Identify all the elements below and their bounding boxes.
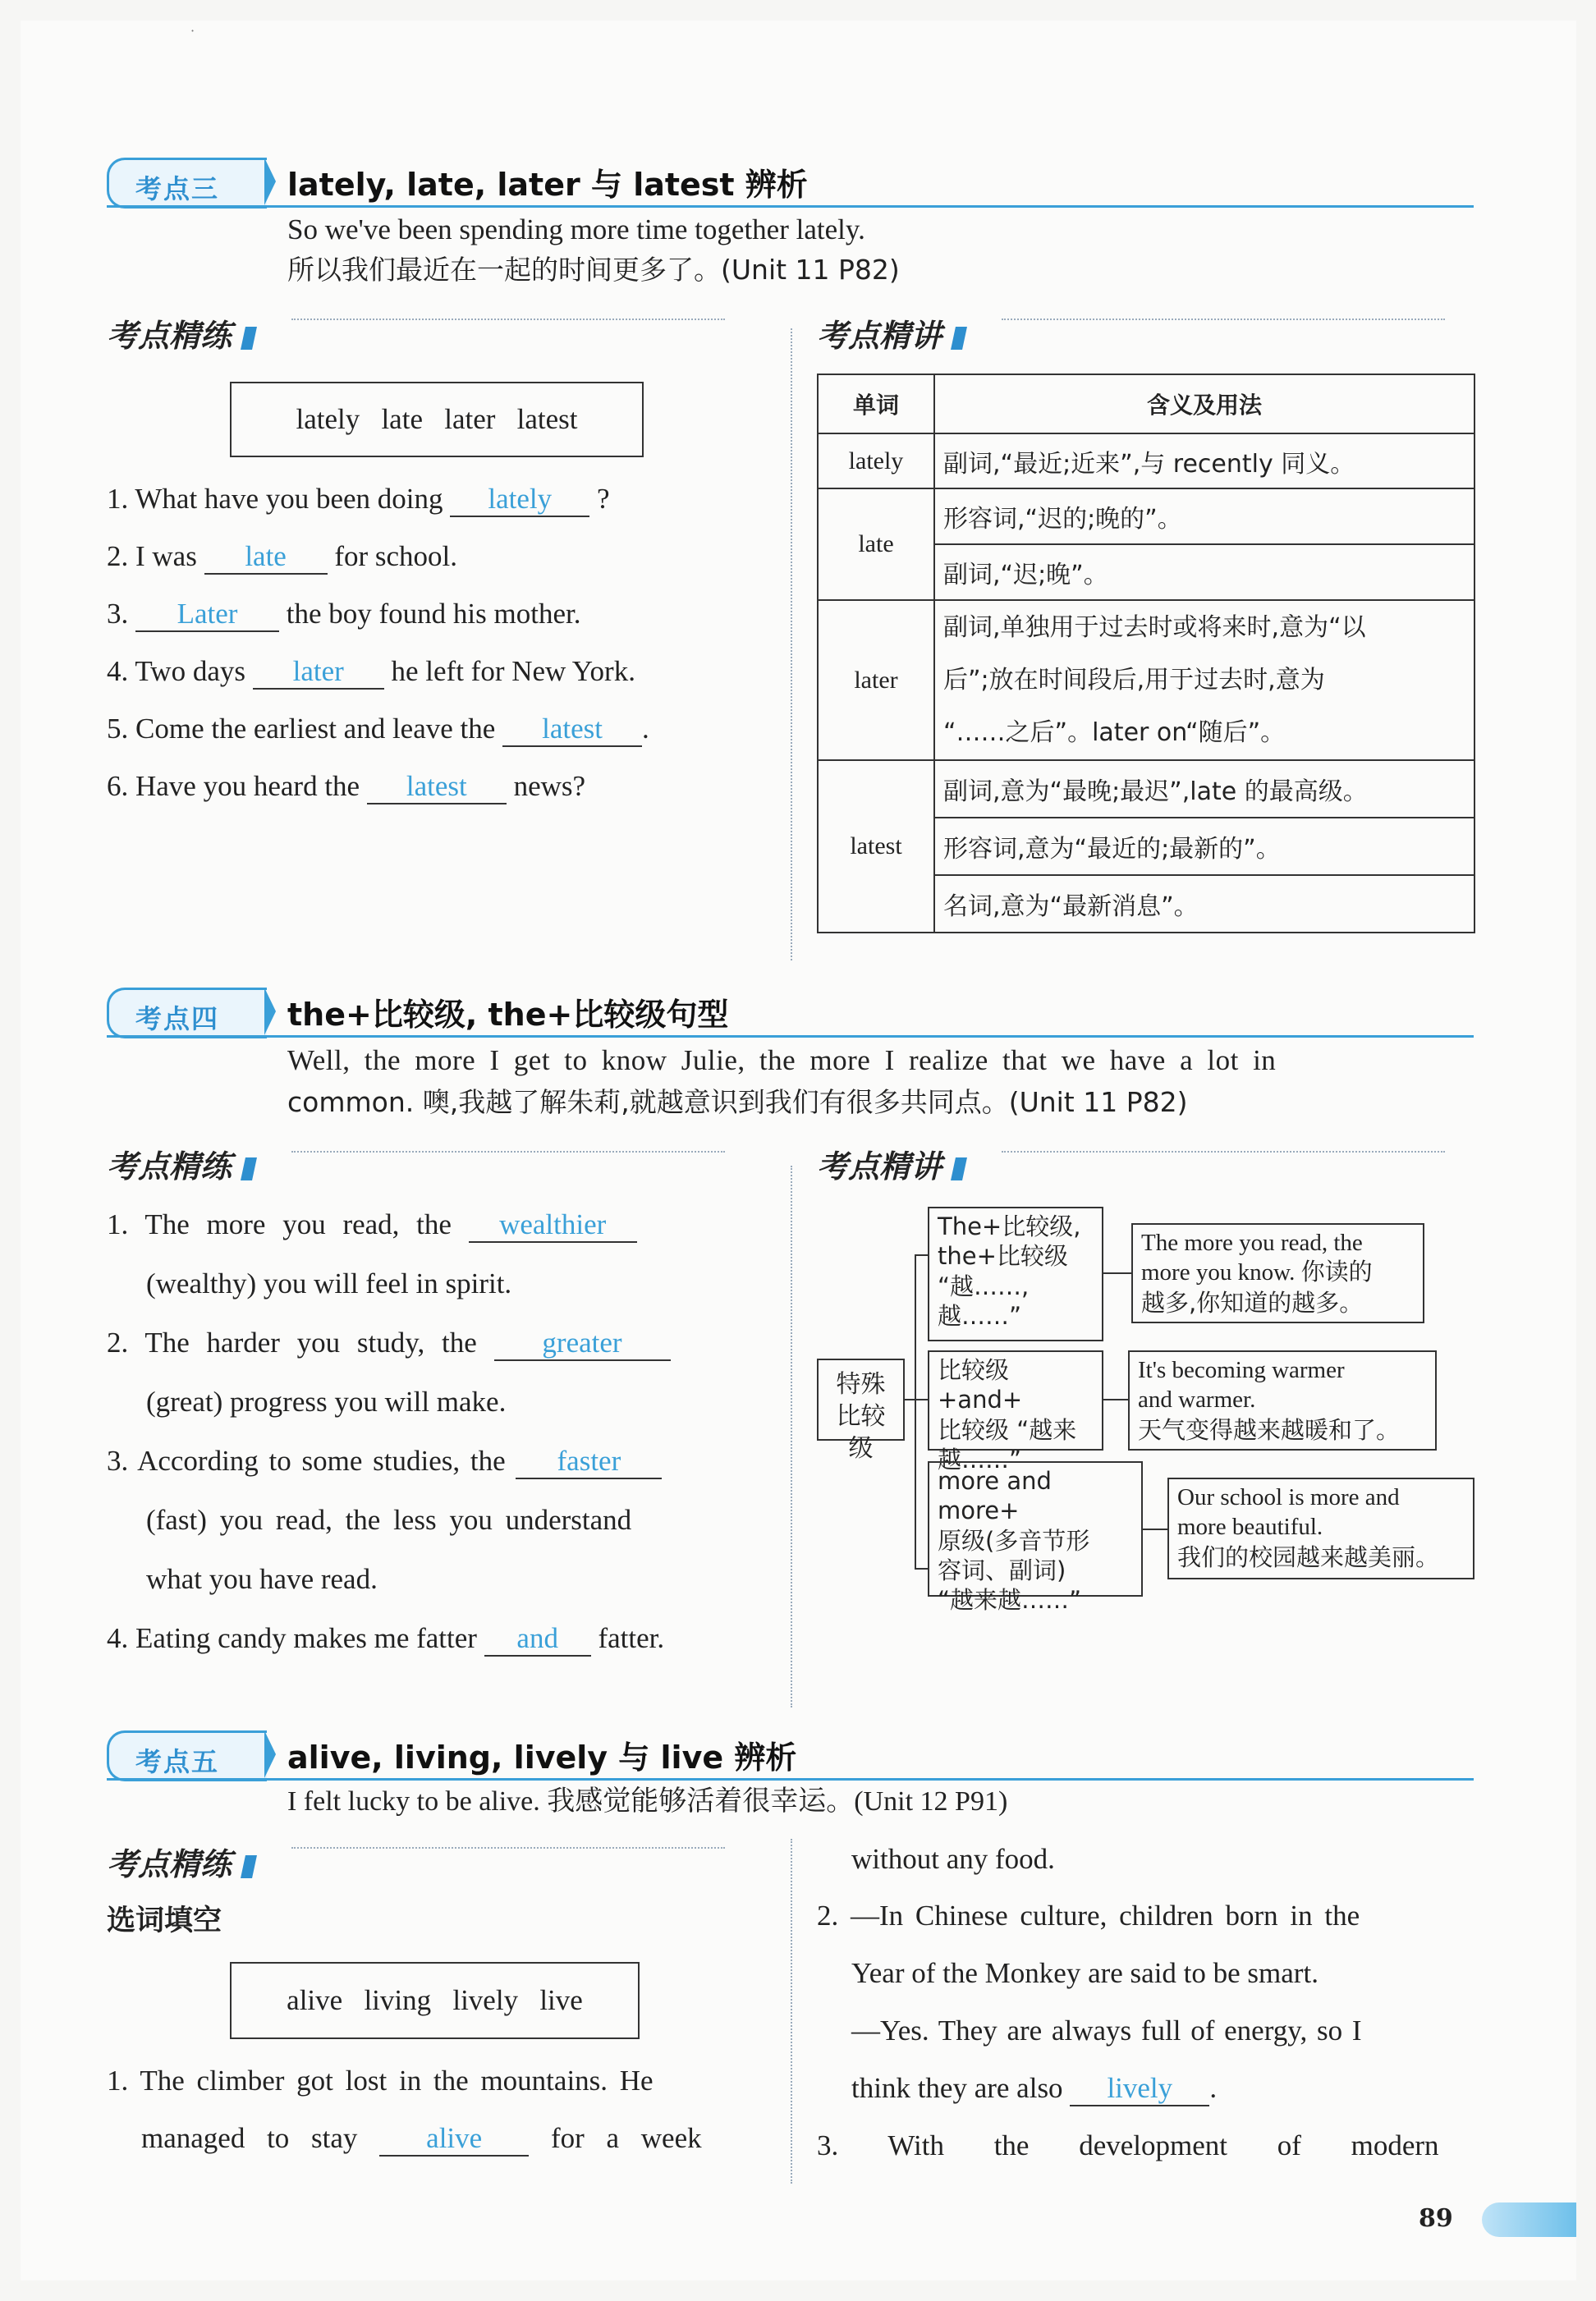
- s4-question-1: 1. The more you read, the wealthier: [107, 1208, 637, 1243]
- section3-example-zh: 所以我们最近在一起的时间更多了。(Unit 11 P82): [287, 254, 900, 286]
- divider: [1002, 319, 1445, 320]
- section4-practice-heading: 考点精练: [107, 1141, 255, 1186]
- s4-question-3: 3. According to some studies, the faster: [107, 1445, 662, 1479]
- flag-icon: [241, 327, 257, 350]
- s4-question-3-cont: (fast) you read, the less you understand: [146, 1504, 632, 1536]
- section3-usage-table: [817, 374, 1475, 933]
- table-meaning: 副词,“迟;晚”。: [934, 544, 1474, 600]
- divider: [291, 1151, 725, 1153]
- table-meaning: 名词,意为“最新消息”。: [934, 875, 1474, 933]
- s5-question-1-cont: managed to stay alive for a week: [141, 2122, 702, 2157]
- top-mark: ·: [190, 23, 195, 39]
- diagram-branch-2: 比较级+and+ 比较级 “越来 越……”: [928, 1350, 1103, 1451]
- section4-example-line1: Well, the more I get to know Julie, the more I realize that we have a lot in: [287, 1044, 1277, 1076]
- table-meaning: 副词,单独用于过去时或将来时,意为“以: [943, 612, 1366, 642]
- section4-title: the+比较级, the+比较级句型: [287, 997, 729, 1033]
- s5-question-1: 1. The climber got lost in the mountains. He: [107, 2065, 654, 2097]
- header-underline: [107, 1778, 1474, 1781]
- table-word-lately: lately: [818, 433, 934, 488]
- s3-question-6: 6. Have you heard the latest news?: [107, 770, 585, 804]
- s3-question-1: 1. What have you been doing lately ?: [107, 483, 610, 517]
- section5-header: [107, 1730, 1474, 1780]
- answer-blank[interactable]: lately: [450, 483, 589, 517]
- connector: [915, 1254, 928, 1256]
- table-meaning: 副词,意为“最晚;最迟”,late 的最高级。: [934, 760, 1474, 818]
- connector: [915, 1254, 916, 1570]
- column-separator: [791, 328, 792, 960]
- s3-question-4: 4. Two days later he left for New York.: [107, 655, 635, 690]
- table-header-word: 单词: [818, 374, 934, 433]
- s3-question-2: 2. I was late for school.: [107, 540, 457, 575]
- diagram-example-2: It's becoming warmer and warmer. 天气变得越来越暖和了。: [1128, 1350, 1437, 1451]
- table-word-latest: latest: [818, 760, 934, 933]
- answer-blank[interactable]: late: [204, 540, 328, 575]
- tag-arrow-icon: [264, 158, 276, 205]
- table-word-late: late: [818, 488, 934, 600]
- s4-question-3-cont2: what you have read.: [146, 1563, 378, 1595]
- s5-question-2-cont: Year of the Monkey are said to be smart.: [851, 1957, 1319, 1989]
- answer-blank[interactable]: Later: [135, 598, 279, 632]
- table-meaning: 副词,“最近;近来”,与 recently 同义。: [934, 433, 1474, 488]
- flag-icon: [951, 1157, 967, 1180]
- answer-blank[interactable]: later: [253, 655, 384, 690]
- section3-word-box: lately late later latest: [230, 382, 644, 457]
- section4-header: [107, 988, 1474, 1037]
- section4-explain-heading: 考点精讲: [817, 1141, 965, 1186]
- section3-practice-heading: 考点精练: [107, 310, 255, 355]
- page-number: 89: [1419, 2204, 1453, 2233]
- section4-tag: 考点四: [107, 988, 267, 1038]
- column-separator: [791, 1166, 792, 1707]
- s3-question-5: 5. Come the earliest and leave the latest .: [107, 713, 649, 747]
- s5-question-2-cont2: —Yes. They are always full of energy, so I: [851, 2015, 1362, 2047]
- section3-example-en: So we've been spending more time together lately.: [287, 213, 865, 245]
- diagram-example-1: The more you read, the more you know. 你读的 越多,你知道的越多。: [1131, 1223, 1424, 1323]
- section5-practice-heading: 考点精练: [107, 1839, 255, 1884]
- s5-question-3: 3. With the development of modern: [817, 2129, 1439, 2161]
- divider: [1002, 1151, 1445, 1153]
- diagram-branch-1: The+比较级, the+比较级 “越……, 越……”: [928, 1207, 1103, 1341]
- connector: [915, 1568, 928, 1570]
- answer-blank[interactable]: greater: [494, 1327, 671, 1361]
- table-header-meaning: 含义及用法: [934, 374, 1474, 433]
- table-meaning-later: [934, 600, 1474, 760]
- s4-question-4: 4. Eating candy makes me fatter and fatter.: [107, 1622, 664, 1657]
- divider: [291, 319, 725, 320]
- connector: [1103, 1399, 1128, 1400]
- column-separator: [791, 1839, 792, 2184]
- s4-question-2-cont: (great) progress you will make.: [146, 1386, 507, 1418]
- connector: [1103, 1272, 1131, 1274]
- diagram-example-3: Our school is more and more beautiful. 我们的校园越来越美丽。: [1167, 1478, 1474, 1579]
- header-underline: [107, 205, 1474, 208]
- tag-arrow-icon: [264, 1730, 276, 1778]
- diagram-root: 特殊 比较级: [817, 1359, 905, 1441]
- section3-title: lately, late, later 与 latest 辨析: [287, 167, 808, 203]
- section3-explain-heading: 考点精讲: [817, 310, 965, 355]
- section5-word-box: alive living lively live: [230, 1962, 640, 2039]
- diagram-branch-3: more and more+ 原级(多音节形 容词、副词) “越来越……”: [928, 1461, 1143, 1597]
- s4-question-1-cont: (wealthy) you will feel in spirit.: [146, 1267, 512, 1299]
- table-meaning: 形容词,“迟的;晚的”。: [934, 488, 1474, 544]
- s3-question-3: 3. Later the boy found his mother.: [107, 598, 580, 632]
- s5-question-2-cont3: think they are also lively .: [851, 2072, 1217, 2106]
- answer-blank[interactable]: lively: [1070, 2072, 1209, 2106]
- answer-blank[interactable]: faster: [516, 1445, 662, 1479]
- s5-question-1-cont2: without any food.: [851, 1843, 1055, 1875]
- flag-icon: [241, 1855, 257, 1878]
- connector: [1143, 1529, 1167, 1530]
- section5-title: alive, living, lively 与 live 辨析: [287, 1740, 797, 1776]
- flag-icon: [951, 327, 967, 350]
- s4-question-2: 2. The harder you study, the greater: [107, 1327, 671, 1361]
- section3-header: [107, 158, 1474, 207]
- answer-blank[interactable]: latest: [367, 770, 507, 804]
- header-underline: [107, 1035, 1474, 1038]
- section5-example: I felt lucky to be alive. 我感觉能够活着很幸运。(Unit 12 P91): [287, 1786, 1008, 1817]
- s5-question-2: 2. —In Chinese culture, children born in the: [817, 1900, 1360, 1932]
- divider: [291, 1847, 725, 1849]
- page-number-bar: [1482, 2202, 1576, 2237]
- answer-blank[interactable]: latest: [502, 713, 642, 747]
- connector: [915, 1399, 928, 1400]
- answer-blank[interactable]: wealthier: [469, 1208, 637, 1243]
- table-meaning: “……之后”。later on“随后”。: [943, 717, 1286, 747]
- table-meaning: 形容词,意为“最近的;最新的”。: [934, 818, 1474, 875]
- section5-tag: 考点五: [107, 1730, 267, 1781]
- answer-blank[interactable]: and: [484, 1622, 591, 1657]
- answer-blank[interactable]: alive: [379, 2122, 529, 2157]
- table-meaning: 后”;放在时间段后,用于过去时,意为: [943, 665, 1325, 694]
- section3-tag: 考点三: [107, 158, 267, 209]
- section4-example-line2: common. 噢,我越了解朱莉,就越意识到我们有很多共同点。(Unit 11 P82): [287, 1086, 1188, 1118]
- tag-arrow-icon: [264, 988, 276, 1035]
- table-word-later: later: [818, 600, 934, 760]
- flag-icon: [241, 1157, 257, 1180]
- section5-fill-heading: 选词填空: [107, 1905, 222, 1937]
